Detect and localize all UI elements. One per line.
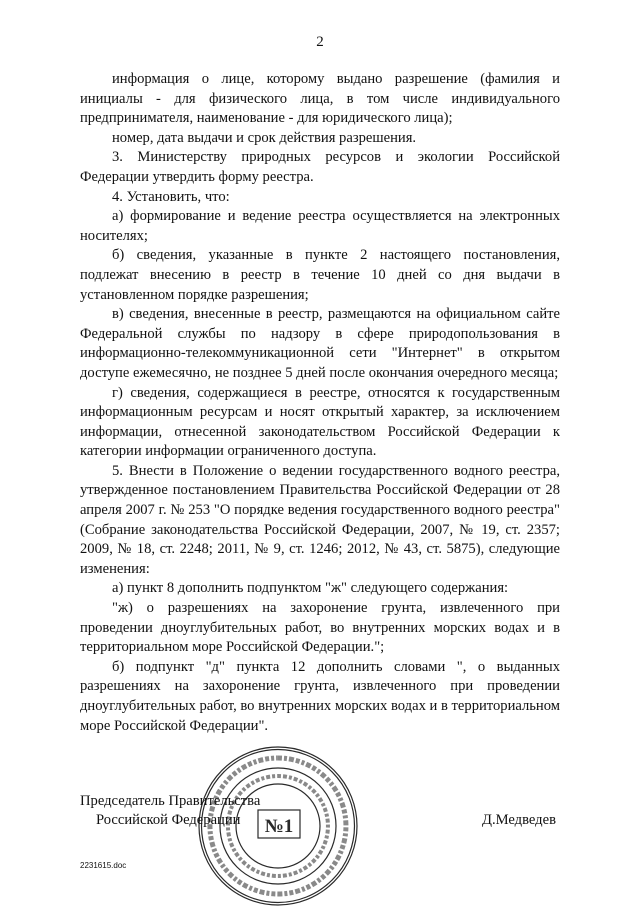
signatory-name: Д.Медведев [482, 812, 556, 828]
paragraph: информация о лице, которому выдано разрешение (фамилия и инициалы - для физического лица, в том числе индивидуального предпринимателя, наименование - для юридического лица); [80, 71, 560, 127]
paragraph: "ж) о разрешениях на захоронение грунта, извлеченного при проведении дноуглубительных работ, во внутренних морских водах и в территориальном море Российской Федерации."; [80, 600, 560, 656]
paragraph: в) сведения, внесенные в реестр, размещаются на официальном сайте Федеральной службы по надзору в сфере природопользования в информационно-телекоммуникационной сети "Интернет" в открытом доступе ежемесячно, не позднее 5 дней после окончания очередного месяца; [80, 306, 560, 381]
paragraph: г) сведения, содержащиеся в реестре, относятся к государственным информационным ресурсам и носят открытый характер, за исключением информации, отнесенной законодательством Российской Федерации к категории информации ограниченного доступа. [80, 384, 560, 460]
signature-title-line-1: Председатель Правительства [80, 793, 261, 809]
document-body [80, 70, 560, 736]
paragraph: номер, дата выдачи и срок действия разрешения. [112, 129, 417, 146]
paragraph: б) сведения, указанные в пункте 2 настоящего постановления, подлежат внесению в реестр в течение 10 дней со дня выдачи в установленном порядке разрешения; [80, 247, 560, 303]
signature-title-line-2: Российской Федерации [96, 812, 241, 828]
paragraph: б) подпункт "д" пункта 12 дополнить словами ", о выданных разрешениях на захоронение грунта, извлеченного при проведении дноуглубительных работ, во внутренних морских водах и в территориальном море Российской Федерации". [80, 658, 560, 734]
paragraph: 4. Установить, что: [112, 188, 230, 205]
paragraph: 5. Внести в Положение о ведении государственного водного реестра, утвержденное постановлением Правительства Российской Федерации от 28 апреля 2007 г. № 253 "О порядке ведения государственного водного реестра" (Собрание законодательства Российской Федерации, 2007, № 19, ст. 2357; 2009, № 18, ст. 2248; 2011, № 9, ст. 1246; 2012, № 43, ст. 5875), следующие изменения: [80, 462, 560, 577]
stamp-number: №1 [264, 816, 294, 837]
paragraph: а) формирование и ведение реестра осуществляется на электронных носителях; [80, 208, 560, 244]
page-number: 2 [316, 34, 324, 50]
paragraph: а) пункт 8 дополнить подпунктом "ж" следующего содержания: [112, 580, 509, 597]
footer-doc-code: 2231615.doc [80, 861, 127, 870]
paragraph: 3. Министерству природных ресурсов и экологии Российской Федерации утвердить форму реестра. [80, 149, 560, 185]
